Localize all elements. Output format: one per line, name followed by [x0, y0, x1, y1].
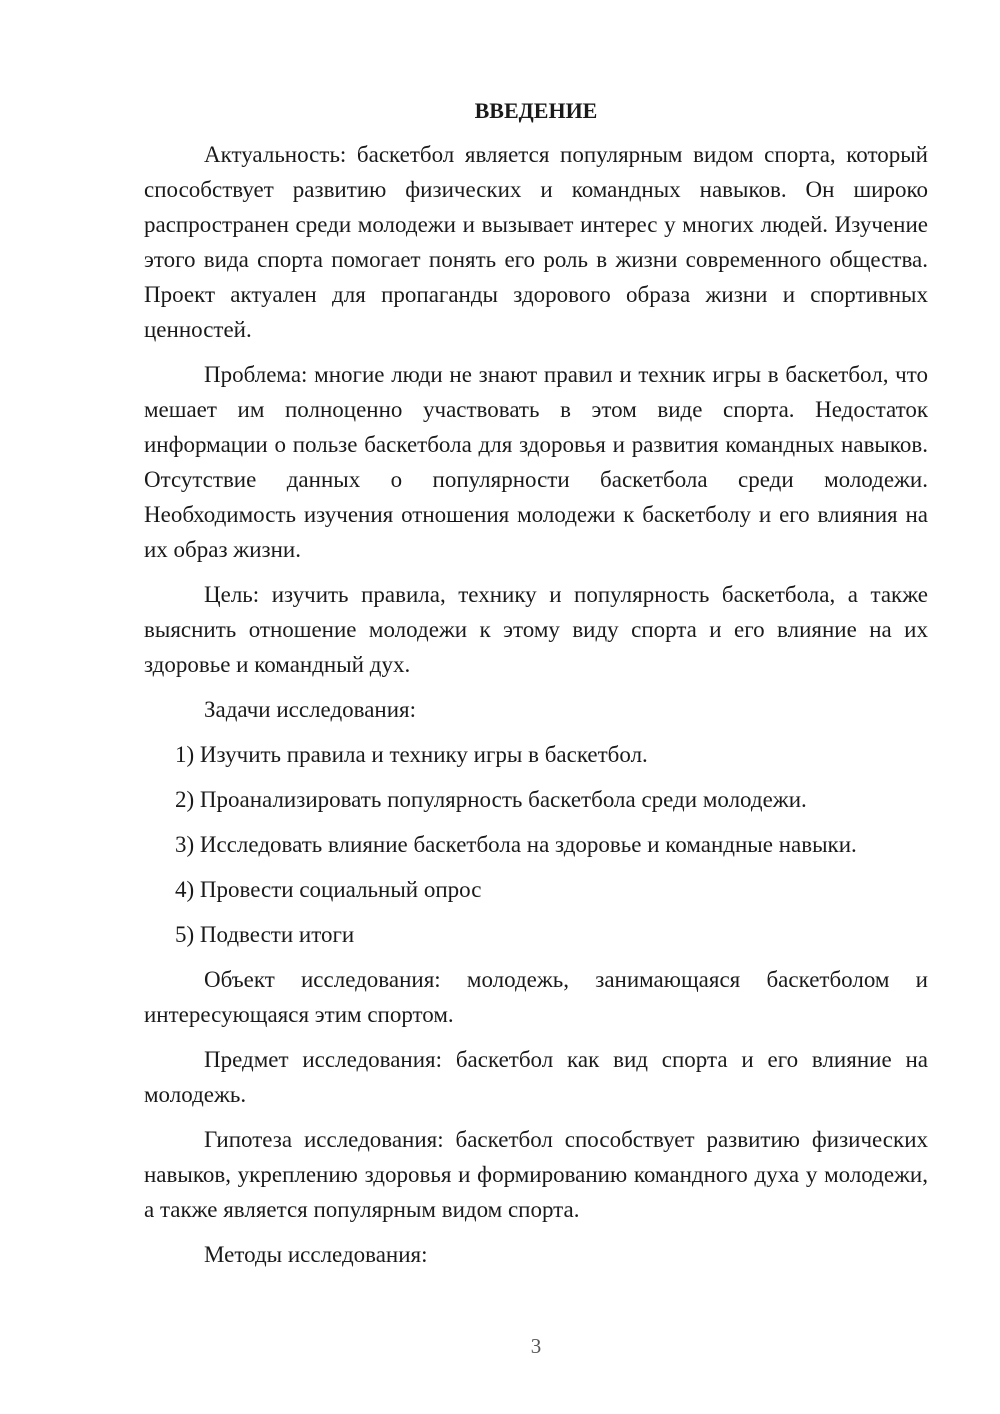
methods-heading: Методы исследования:: [204, 1241, 428, 1267]
tasks-heading: Задачи исследования:: [204, 696, 417, 722]
page-number: 3: [530, 1334, 542, 1358]
problem-paragraph: Проблема: многие люди не знают правил и техник игры в баскетбол, что мешает им полноценно участвовать в этом виде спорта. Недостаток информации о пользе баскетбола для здоровья и развития командных навыков. Отсутствие данных о популярности баскетбола среди молодежи. Необходимость изучения отношения молодежи к баскетболу и его влияния на их образ жизни.: [144, 361, 928, 562]
object-paragraph: Объект исследования: молодежь, занимающаяся баскетболом и интересующаяся этим спортом.: [144, 966, 928, 1027]
page-content: [144, 96, 928, 1282]
relevance-paragraph: Актуальность: баскетбол является популярным видом спорта, который способствует развитию физических и командных навыков. Он широко распространен среди молодежи и вызывает интерес у многих людей. Изучение этого вида спорта помогает понять его роль в жизни современного общества. Проект актуален для пропаганды здорового образа жизни и спортивных ценностей.: [144, 141, 928, 342]
page-title: ВВЕДЕНИЕ: [474, 98, 598, 123]
hypothesis-paragraph: Гипотеза исследования: баскетбол способствует развитию физических навыков, укреплению здоровья и формированию командного духа у молодежи, а также является популярным видом спорта.: [144, 1126, 928, 1222]
list-item: 1) Изучить правила и технику игры в баскетбол.: [175, 741, 648, 767]
subject-paragraph: Предмет исследования: баскетбол как вид спорта и его влияние на молодежь.: [144, 1046, 928, 1107]
list-item: 4) Провести социальный опрос: [175, 876, 482, 902]
list-item: 5) Подвести итоги: [175, 921, 355, 947]
list-item: 3) Исследовать влияние баскетбола на здоровье и командные навыки.: [175, 831, 857, 857]
list-item: 2) Проанализировать популярность баскетбола среди молодежи.: [175, 786, 807, 812]
tasks-list: [144, 737, 928, 952]
goal-paragraph: Цель: изучить правила, технику и популярность баскетбола, а также выяснить отношение молодежи к этому виду спорта и его влияние на их здоровье и командный дух.: [144, 581, 928, 677]
